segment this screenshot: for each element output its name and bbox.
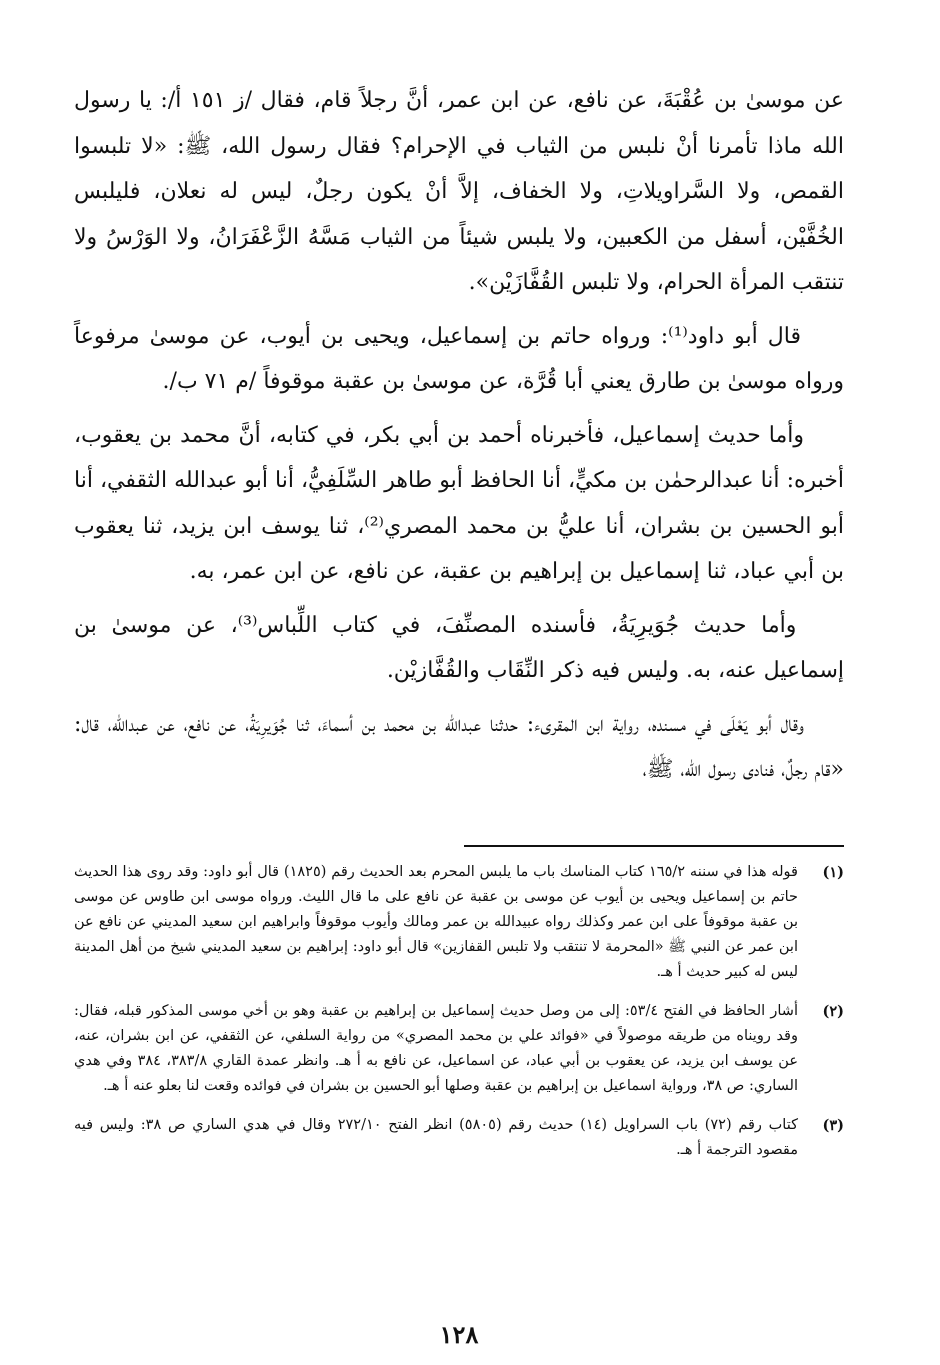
paragraph-4 xyxy=(74,603,844,694)
footnote-number: (٣) xyxy=(822,1117,844,1134)
footnote-line: قوله هذا في سننه ١٦٥/٢ كتاب المناسك باب ما يلبس المحرم بعد الحديث رقم (١٨٢٥) قال أبو داود: وقد xyxy=(171,864,798,880)
footnote-1 xyxy=(74,860,844,985)
text-line: «لا تلبسوا القمص، ولا السَّراويلاتِ، ولا الخفاف، إلاَّ أنْ يكون رجلٌ، ليس له xyxy=(74,133,844,204)
footnote-number: (٢) xyxy=(822,1003,844,1020)
footnotes xyxy=(74,860,844,1177)
text-line: وأما حديث إسماعيل، فأخبرناه أحمد بن أبي بكر، في كتابه، أنَّ محمد بن xyxy=(141,422,804,448)
footnote-line: ابن طاوس عن موسى بن عقبة موقوفاً على ابن عمر وكذلك رواه عبيدالله بن عمر ومالك وأيوب موقوفاً وابراهيم xyxy=(74,889,798,930)
footnote-line: أشار الحافظ في الفتح ٥٣/٤: إلى من وصل حديث إسماعيل بن إبراهيم بن عقبة وهو بن أخي موسى المذكور xyxy=(141,1003,798,1019)
text-line: قال أبو داود⁽¹⁾: ورواه حاتم بن إسماعيل، ويحيى بن أيوب، عن موسىٰ مرفوعاً xyxy=(74,323,801,349)
footnote-line: ٣٨: وليس فيه مقصود الترجمة أ هـ. xyxy=(74,1117,798,1158)
text-line: إسماعيل عنه، به. وليس فيه ذكر النِّقَاب والقُفَّازيْن. xyxy=(386,658,844,683)
paragraph-5 xyxy=(74,702,844,793)
footnote-text xyxy=(74,860,798,985)
footnote-separator xyxy=(464,845,844,847)
paragraph-3 xyxy=(74,413,844,595)
footnote-line: بشران في فوائده وقعت لنا بعلو عنه أ هـ. xyxy=(103,1078,350,1094)
footnote-2 xyxy=(74,999,844,1099)
text-line: عبدالله الثقفي، أنا أبو الحسين بن بشران، أنا عليُّ بن محمد المصري⁽²⁾، ثنا يوسف xyxy=(74,468,844,539)
paragraph-2 xyxy=(74,314,844,405)
footnote-text xyxy=(74,999,798,1099)
text-line: وأما حديث جُوَيرِيَةُ، فأسنده المصنِّفَ، في كتاب اللِّباس⁽³⁾، عن موسىٰ بن xyxy=(74,612,797,638)
page-number: ١٢٨ xyxy=(439,1320,479,1349)
text-line: ابن يزيد، ثنا يعقوب بن أبي عباد، ثنا إسماعيل بن إبراهيم بن عقبة، عن نافع، عن xyxy=(74,513,844,584)
text-line: رسول الله ماذا تأمرنا أنْ نلبس من الثياب في الإحرام؟ فقال رسول الله، ﷺ: xyxy=(74,88,844,159)
footnote-text xyxy=(74,1113,798,1163)
text-line: الزَّعْفَرَانُ، ولا الوَرْسُ ولا تنتقب المرأة الحرام، ولا تلبس القُفَّازَيْن». xyxy=(74,224,844,295)
footnote-line: إبراهيم بن سعيد المديني شيخ من أهل المدينة ليس له كبير حديث أ هـ. xyxy=(74,939,798,980)
text-line: يعقوب، أخبره: أنا عبدالرحمٰن بن مكيٍّ، أنا الحافظ أبو طاهر السِّلَفِيُّ، أنا أبو xyxy=(74,422,844,493)
text-line: ابن عمر، به. xyxy=(189,559,303,584)
footnote-line: قبله، فقال: وقد رويناه من طريقه موصولاً في «فوائد علي بن محمد المصري» من رواية السلفي، عن الثقفي، عن xyxy=(74,1003,798,1044)
text-line: عن موسىٰ بن عُقْبَةَ، عن نافع، عن ابن عمر، أنَّ رجلاً قام، فقال /ز ١٥١ أ/: يا xyxy=(130,88,844,113)
text-line: ثنا جُوَيرِيَةُ، عن نافع، عن عبدالله، قال: «قام رجلٌ، فنادى رسول الله، ﷺ، xyxy=(74,711,844,782)
paragraph-1 xyxy=(74,78,844,306)
text-line: وقال أبو يَعْلَى في مسنده، رواية ابن المقرىء: حدثنا عبدالله بن محمد بن أسماءَ، xyxy=(308,711,804,737)
text-line: ورواه موسىٰ بن طارق يعني أبا قُرَّة، عن موسىٰ بن عقبة موقوفاً /م ٧١ ب/. xyxy=(162,369,844,394)
book-page xyxy=(74,78,844,1349)
footnote-number: (١) xyxy=(822,864,844,881)
main-text xyxy=(74,78,844,793)
footnote-3 xyxy=(74,1113,844,1163)
footnote-line: ابن سعيد المديني عن نافع عن ابن عمر عن النبي ﷺ «المحرمة لا تنتقب ولا تلبس القفازين» قال أبو داود: xyxy=(74,914,798,955)
text-line: نعلان، فليلبس الخُفَّيْن، أسفل من الكعبين، ولا يلبس شيئاً من الثياب مَسَّهُ xyxy=(74,179,844,250)
footnote-line: روى هذا الحديث حاتم بن إسماعيل ويحيى بن أيوب عن موسى بن عقبة عن نافع على ما قال الليث. ورواه موسى xyxy=(74,864,798,905)
footnote-line: ابن بشران، عنه، عن يوسف ابن يزيد، عن يعقوب بن أبي عباد، عن اسماعيل، عن نافع به أ هـ. وانظر عمدة xyxy=(74,1028,798,1069)
footnote-line: كتاب رقم (٧٢) باب السراويل (١٤) حديث رقم (٥٨٠٥) انظر الفتح ٢٧٢/١٠ وقال في هدي الساري ص xyxy=(161,1117,798,1133)
footnote-line: القاري ٣٨٣/٨، ٣٨٤ وفي هدي الساري: ص ٣٨، ورواية اسماعيل بن إبراهيم بن عقبة وصلها أبو الحسين بن xyxy=(74,1053,798,1094)
